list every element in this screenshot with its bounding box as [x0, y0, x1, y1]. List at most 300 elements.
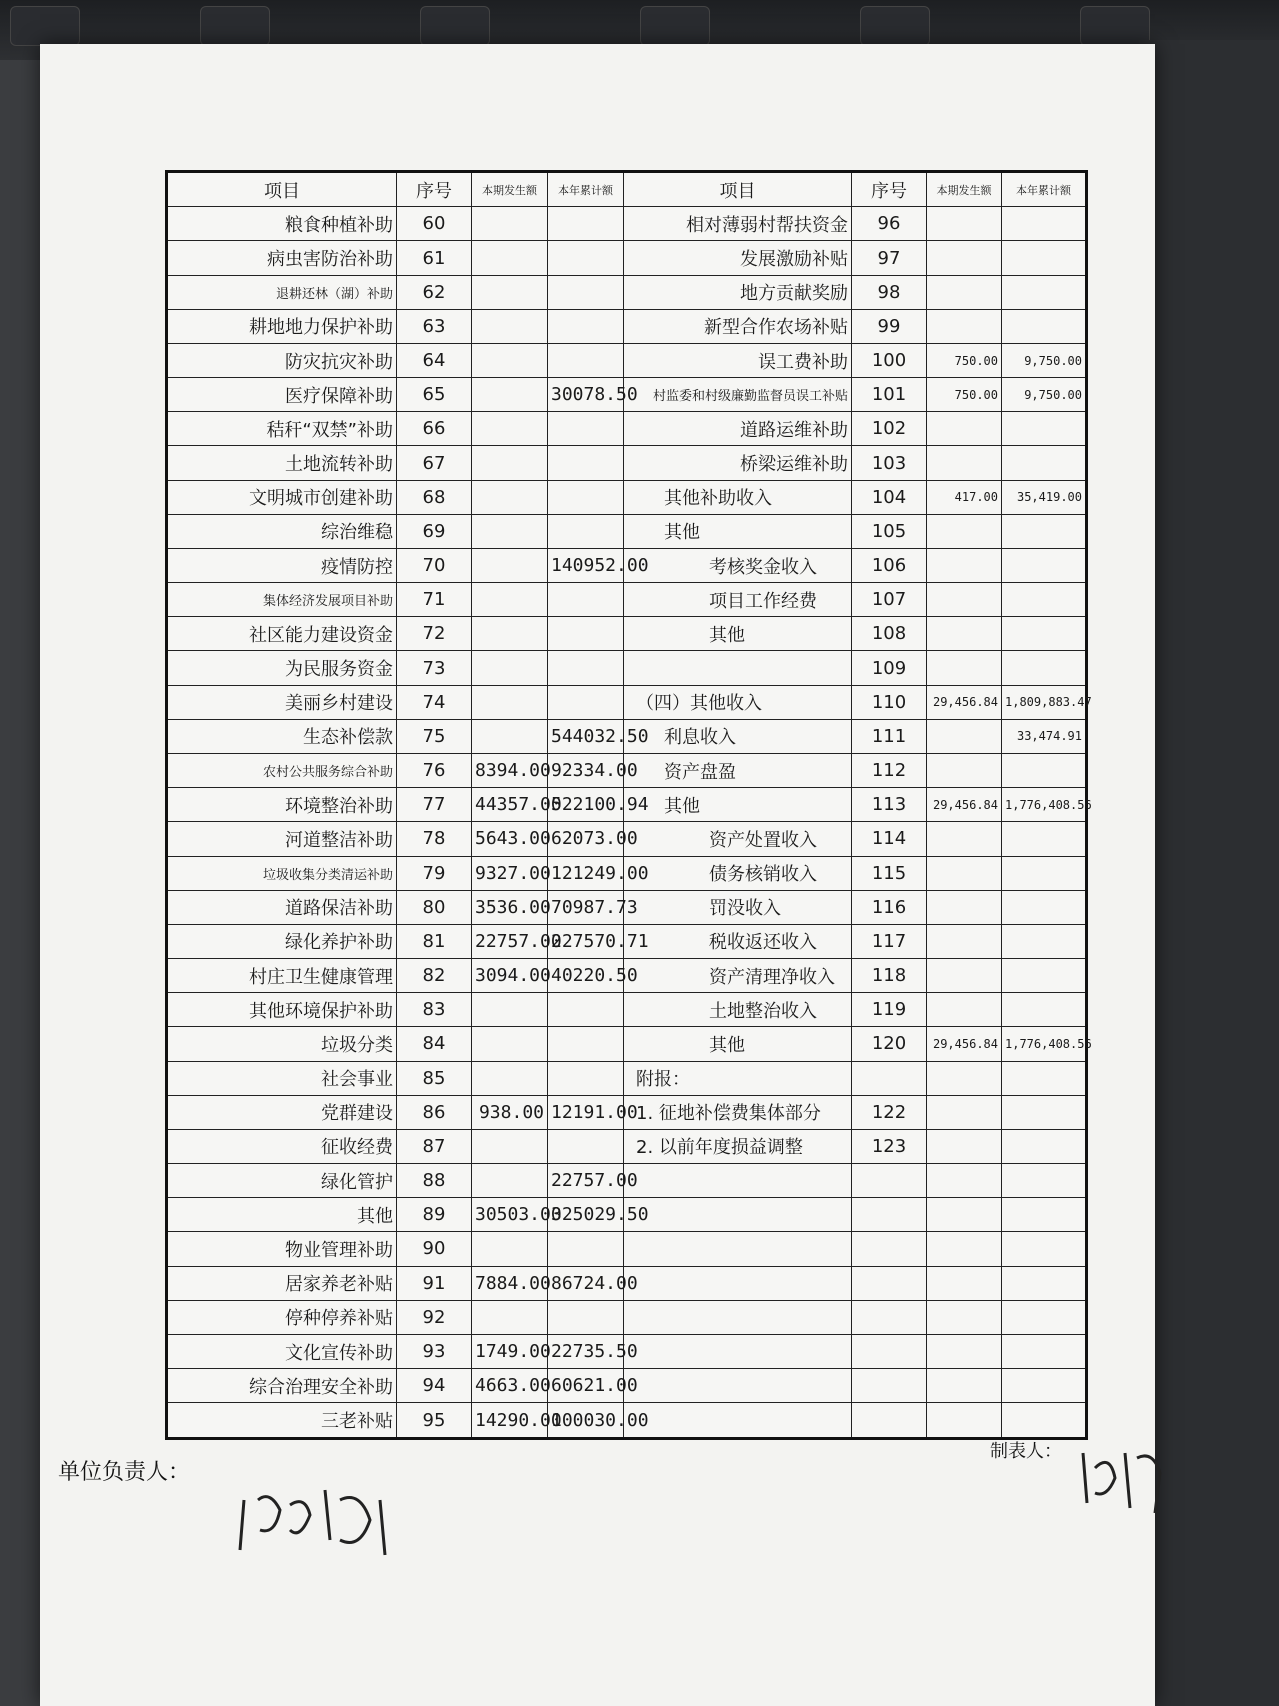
table-row	[167, 890, 1087, 924]
left-item-name: 综治维稳	[167, 514, 397, 548]
table-row	[167, 617, 1087, 651]
left-item-seq: 95	[397, 1403, 472, 1439]
table-row	[167, 412, 1087, 446]
right-item-name: 道路运维补助	[624, 412, 852, 446]
right-item-seq: 105	[852, 514, 927, 548]
right-item-ytd	[1002, 993, 1087, 1027]
right-item-ytd	[1002, 1232, 1087, 1266]
right-item-name: 利息收入	[624, 719, 852, 753]
left-item-ytd	[548, 1129, 624, 1163]
left-item-name: 疫情防控	[167, 548, 397, 582]
left-item-ytd: 100030.00	[548, 1403, 624, 1439]
table-row	[167, 1061, 1087, 1095]
right-item-name	[624, 1198, 852, 1232]
right-item-current	[927, 754, 1002, 788]
left-item-name: 生态补偿款	[167, 719, 397, 753]
left-item-name: 农村公共服务综合补助	[167, 754, 397, 788]
left-item-name: 文明城市创建补助	[167, 480, 397, 514]
left-item-seq: 79	[397, 856, 472, 890]
right-item-current	[927, 651, 1002, 685]
right-item-current	[927, 1403, 1002, 1439]
right-item-current	[927, 993, 1002, 1027]
left-item-ytd: 544032.50	[548, 719, 624, 753]
table-row	[167, 1232, 1087, 1266]
keyboard-key	[10, 6, 80, 46]
right-item-current	[927, 856, 1002, 890]
left-item-name: 文化宣传补助	[167, 1334, 397, 1368]
ledger-table	[165, 170, 1092, 1440]
left-item-seq: 69	[397, 514, 472, 548]
left-item-name: 耕地地力保护补助	[167, 309, 397, 343]
right-item-current	[927, 514, 1002, 548]
left-item-current	[472, 480, 548, 514]
right-item-seq: 97	[852, 241, 927, 275]
right-item-current	[927, 1129, 1002, 1163]
left-item-current	[472, 719, 548, 753]
table-row	[167, 275, 1087, 309]
left-item-current: 30503.00	[472, 1198, 548, 1232]
right-item-name: 村监委和村级廉勤监督员误工补贴	[624, 378, 852, 412]
table-row	[167, 378, 1087, 412]
header-row	[167, 172, 1087, 207]
right-item-seq	[852, 1198, 927, 1232]
right-item-seq	[852, 1061, 927, 1095]
right-item-ytd	[1002, 890, 1087, 924]
table-row	[167, 480, 1087, 514]
right-item-name: 1. 征地补偿费集体部分	[624, 1095, 852, 1129]
left-item-seq: 86	[397, 1095, 472, 1129]
left-item-seq: 71	[397, 583, 472, 617]
left-item-ytd: 227570.71	[548, 924, 624, 958]
left-item-name: 党群建设	[167, 1095, 397, 1129]
left-item-ytd	[548, 412, 624, 446]
right-item-ytd	[1002, 1061, 1087, 1095]
left-item-seq: 85	[397, 1061, 472, 1095]
right-item-current: 417.00	[927, 480, 1002, 514]
left-item-current	[472, 309, 548, 343]
right-item-name: 桥梁运维补助	[624, 446, 852, 480]
left-item-ytd	[548, 275, 624, 309]
table-row	[167, 1369, 1087, 1403]
header-seq: 序号	[397, 172, 472, 207]
header-ytd: 本年累计额	[548, 172, 624, 207]
right-item-ytd	[1002, 1164, 1087, 1198]
left-item-ytd: 12191.00	[548, 1095, 624, 1129]
right-item-seq	[852, 1300, 927, 1334]
left-item-current	[472, 548, 548, 582]
table-row	[167, 719, 1087, 753]
left-item-name: 物业管理补助	[167, 1232, 397, 1266]
right-item-ytd	[1002, 1266, 1087, 1300]
left-item-name: 综合治理安全补助	[167, 1369, 397, 1403]
left-item-seq: 61	[397, 241, 472, 275]
table-row	[167, 1266, 1087, 1300]
right-item-current	[927, 412, 1002, 446]
right-item-name: 地方贡献奖励	[624, 275, 852, 309]
right-item-ytd: 35,419.00	[1002, 480, 1087, 514]
right-item-ytd	[1002, 1198, 1087, 1232]
right-item-seq: 117	[852, 924, 927, 958]
left-item-name: 社区能力建设资金	[167, 617, 397, 651]
left-item-ytd	[548, 583, 624, 617]
right-item-seq: 112	[852, 754, 927, 788]
table-row	[167, 1403, 1087, 1439]
right-item-seq: 98	[852, 275, 927, 309]
left-item-current: 4663.00	[472, 1369, 548, 1403]
right-item-ytd	[1002, 1403, 1087, 1439]
right-item-name: 新型合作农场补贴	[624, 309, 852, 343]
left-item-current: 22757.00	[472, 924, 548, 958]
right-item-seq: 107	[852, 583, 927, 617]
left-item-ytd	[548, 446, 624, 480]
right-item-ytd	[1002, 1300, 1087, 1334]
left-item-ytd: 140952.00	[548, 548, 624, 582]
left-item-ytd	[548, 1061, 624, 1095]
left-item-seq: 81	[397, 924, 472, 958]
right-item-seq: 119	[852, 993, 927, 1027]
right-item-seq: 110	[852, 685, 927, 719]
left-item-seq: 80	[397, 890, 472, 924]
left-item-current: 14290.00	[472, 1403, 548, 1439]
table-row	[167, 1300, 1087, 1334]
right-item-ytd: 1,776,408.56	[1002, 788, 1087, 822]
right-item-ytd	[1002, 1129, 1087, 1163]
ledger-body	[167, 172, 1092, 1439]
right-item-ytd	[1002, 924, 1087, 958]
right-item-name: 罚没收入	[624, 890, 852, 924]
table-row	[167, 207, 1087, 241]
left-item-current	[472, 1164, 548, 1198]
left-item-seq: 70	[397, 548, 472, 582]
left-item-current	[472, 583, 548, 617]
left-item-current	[472, 412, 548, 446]
right-item-ytd: 9,750.00	[1002, 378, 1087, 412]
left-item-current	[472, 1061, 548, 1095]
table-row	[167, 822, 1087, 856]
table-row	[167, 1334, 1087, 1368]
left-item-name: 集体经济发展项目补助	[167, 583, 397, 617]
left-item-current	[472, 651, 548, 685]
left-item-seq: 72	[397, 617, 472, 651]
preparer-signature	[1075, 1438, 1170, 1518]
right-item-current	[927, 959, 1002, 993]
left-item-seq: 62	[397, 275, 472, 309]
right-item-name	[624, 1403, 852, 1439]
keyboard-key	[640, 6, 710, 46]
right-item-ytd: 1,809,883.47	[1002, 685, 1087, 719]
left-item-current: 938.00	[472, 1095, 548, 1129]
table-row	[167, 1164, 1087, 1198]
right-item-name	[624, 1369, 852, 1403]
table-row	[167, 685, 1087, 719]
table-row	[167, 514, 1087, 548]
right-item-name: 资产清理净收入	[624, 959, 852, 993]
left-item-name: 其他	[167, 1198, 397, 1232]
right-item-current	[927, 1232, 1002, 1266]
right-item-ytd	[1002, 514, 1087, 548]
left-item-name: 防灾抗灾补助	[167, 343, 397, 377]
left-item-seq: 75	[397, 719, 472, 753]
left-item-name: 美丽乡村建设	[167, 685, 397, 719]
right-item-seq: 109	[852, 651, 927, 685]
right-item-name	[624, 1232, 852, 1266]
left-item-current	[472, 993, 548, 1027]
left-item-name: 病虫害防治补助	[167, 241, 397, 275]
left-item-name: 道路保洁补助	[167, 890, 397, 924]
right-item-seq: 120	[852, 1027, 927, 1061]
table-row	[167, 241, 1087, 275]
left-item-name: 医疗保障补助	[167, 378, 397, 412]
right-item-ytd	[1002, 822, 1087, 856]
right-item-ytd	[1002, 275, 1087, 309]
right-item-ytd: 33,474.91	[1002, 719, 1087, 753]
header-item: 项目	[624, 172, 852, 207]
left-item-name: 河道整洁补助	[167, 822, 397, 856]
left-item-name: 垃圾收集分类清运补助	[167, 856, 397, 890]
right-item-ytd	[1002, 207, 1087, 241]
table-row	[167, 1027, 1087, 1061]
table-row	[167, 1129, 1087, 1163]
preparer-label: 制表人：	[990, 1441, 1062, 1462]
right-item-ytd	[1002, 241, 1087, 275]
right-item-seq	[852, 1164, 927, 1198]
right-item-name: 其他补助收入	[624, 480, 852, 514]
left-item-seq: 73	[397, 651, 472, 685]
table-row	[167, 924, 1087, 958]
right-item-name: 其他	[624, 514, 852, 548]
left-item-seq: 64	[397, 343, 472, 377]
right-item-ytd: 9,750.00	[1002, 343, 1087, 377]
right-item-ytd	[1002, 446, 1087, 480]
left-item-current: 9327.00	[472, 856, 548, 890]
left-item-current	[472, 1232, 548, 1266]
right-item-ytd	[1002, 1095, 1087, 1129]
left-item-name: 社会事业	[167, 1061, 397, 1095]
left-item-current: 1749.00	[472, 1334, 548, 1368]
left-item-current	[472, 617, 548, 651]
left-item-current	[472, 514, 548, 548]
left-item-ytd: 40220.50	[548, 959, 624, 993]
left-item-ytd: 30078.50	[548, 378, 624, 412]
right-item-name: 资产处置收入	[624, 822, 852, 856]
right-item-seq	[852, 1369, 927, 1403]
left-item-ytd: 86724.00	[548, 1266, 624, 1300]
right-item-current	[927, 1334, 1002, 1368]
left-item-ytd	[548, 685, 624, 719]
left-item-name: 三老补贴	[167, 1403, 397, 1439]
right-item-seq: 103	[852, 446, 927, 480]
right-item-current	[927, 1164, 1002, 1198]
left-item-current: 8394.00	[472, 754, 548, 788]
left-item-name: 土地流转补助	[167, 446, 397, 480]
right-item-current	[927, 275, 1002, 309]
table-row	[167, 446, 1087, 480]
left-item-seq: 68	[397, 480, 472, 514]
right-item-name	[624, 1164, 852, 1198]
left-item-ytd	[548, 617, 624, 651]
right-item-current: 29,456.84	[927, 1027, 1002, 1061]
right-item-seq: 118	[852, 959, 927, 993]
right-item-name: （四）其他收入	[624, 685, 852, 719]
right-item-current: 29,456.84	[927, 685, 1002, 719]
left-item-seq: 65	[397, 378, 472, 412]
right-item-current	[927, 1300, 1002, 1334]
right-item-current	[927, 446, 1002, 480]
left-item-name: 退耕还林（湖）补助	[167, 275, 397, 309]
left-item-current	[472, 207, 548, 241]
left-item-ytd: 92334.00	[548, 754, 624, 788]
right-item-seq	[852, 1266, 927, 1300]
right-item-name	[624, 651, 852, 685]
left-item-ytd: 62073.00	[548, 822, 624, 856]
right-item-ytd: 1,776,408.56	[1002, 1027, 1087, 1061]
right-item-seq: 116	[852, 890, 927, 924]
keyboard-key	[200, 6, 270, 46]
left-item-seq: 77	[397, 788, 472, 822]
left-item-name: 环境整治补助	[167, 788, 397, 822]
table-row	[167, 1198, 1087, 1232]
right-item-seq: 114	[852, 822, 927, 856]
right-item-ytd	[1002, 309, 1087, 343]
right-item-name: 债务核销收入	[624, 856, 852, 890]
left-item-ytd	[548, 1232, 624, 1266]
left-item-ytd: 70987.73	[548, 890, 624, 924]
ledger-table-container	[165, 170, 1092, 1440]
left-item-seq: 74	[397, 685, 472, 719]
header-ytd: 本年累计额	[1002, 172, 1087, 207]
left-item-seq: 90	[397, 1232, 472, 1266]
right-item-current	[927, 548, 1002, 582]
right-item-ytd	[1002, 617, 1087, 651]
right-item-name	[624, 1334, 852, 1368]
left-item-name: 绿化管护	[167, 1164, 397, 1198]
left-item-current	[472, 343, 548, 377]
right-item-current	[927, 890, 1002, 924]
right-item-seq: 96	[852, 207, 927, 241]
right-item-seq: 115	[852, 856, 927, 890]
left-item-ytd: 522100.94	[548, 788, 624, 822]
right-item-seq: 123	[852, 1129, 927, 1163]
left-item-ytd	[548, 207, 624, 241]
table-row	[167, 1095, 1087, 1129]
left-item-current	[472, 378, 548, 412]
keyboard-key	[420, 6, 490, 46]
right-item-seq: 102	[852, 412, 927, 446]
left-item-ytd	[548, 1027, 624, 1061]
right-item-name: 考核奖金收入	[624, 548, 852, 582]
right-item-name: 项目工作经费	[624, 583, 852, 617]
right-item-name: 其他	[624, 617, 852, 651]
right-item-seq: 111	[852, 719, 927, 753]
left-item-ytd	[548, 514, 624, 548]
right-item-name: 税收返还收入	[624, 924, 852, 958]
right-item-ytd	[1002, 754, 1087, 788]
left-item-ytd	[548, 480, 624, 514]
right-item-current	[927, 241, 1002, 275]
right-item-ytd	[1002, 651, 1087, 685]
right-item-name: 2. 以前年度损益调整	[624, 1129, 852, 1163]
unit-head-signature	[230, 1480, 400, 1570]
right-item-current	[927, 1198, 1002, 1232]
right-item-current	[927, 1061, 1002, 1095]
left-item-current: 44357.00	[472, 788, 548, 822]
right-item-name: 其他	[624, 788, 852, 822]
table-row	[167, 651, 1087, 685]
right-item-current	[927, 583, 1002, 617]
left-item-current	[472, 1129, 548, 1163]
left-item-ytd	[548, 651, 624, 685]
right-item-ytd	[1002, 959, 1087, 993]
right-item-seq: 100	[852, 343, 927, 377]
left-item-current: 5643.00	[472, 822, 548, 856]
right-item-name: 土地整治收入	[624, 993, 852, 1027]
right-item-name: 资产盘盈	[624, 754, 852, 788]
header-item: 项目	[167, 172, 397, 207]
left-item-name: 垃圾分类	[167, 1027, 397, 1061]
unit-head-label: 单位负责人：	[58, 1460, 191, 1485]
left-item-seq: 82	[397, 959, 472, 993]
left-item-name: 秸秆“双禁”补助	[167, 412, 397, 446]
table-row	[167, 856, 1087, 890]
right-item-current	[927, 822, 1002, 856]
keyboard-key	[860, 6, 930, 46]
right-item-current	[927, 1369, 1002, 1403]
right-item-current: 29,456.84	[927, 788, 1002, 822]
left-item-name: 停种停养补贴	[167, 1300, 397, 1334]
left-item-ytd: 22757.00	[548, 1164, 624, 1198]
right-item-name: 附报：	[624, 1061, 852, 1095]
right-item-seq: 101	[852, 378, 927, 412]
left-item-ytd: 60621.00	[548, 1369, 624, 1403]
right-item-seq	[852, 1232, 927, 1266]
left-item-name: 村庄卫生健康管理	[167, 959, 397, 993]
left-item-seq: 89	[397, 1198, 472, 1232]
left-item-seq: 63	[397, 309, 472, 343]
right-item-current: 750.00	[927, 378, 1002, 412]
right-item-name: 其他	[624, 1027, 852, 1061]
right-item-current	[927, 309, 1002, 343]
left-item-ytd	[548, 993, 624, 1027]
left-item-seq: 93	[397, 1334, 472, 1368]
left-item-current	[472, 1027, 548, 1061]
table-row	[167, 583, 1087, 617]
right-item-seq: 99	[852, 309, 927, 343]
right-item-ytd	[1002, 1369, 1087, 1403]
left-item-current: 3536.00	[472, 890, 548, 924]
left-item-name: 粮食种植补助	[167, 207, 397, 241]
right-item-current	[927, 719, 1002, 753]
right-item-current: 750.00	[927, 343, 1002, 377]
left-item-ytd	[548, 241, 624, 275]
left-item-seq: 88	[397, 1164, 472, 1198]
left-item-name: 绿化养护补助	[167, 924, 397, 958]
left-item-current: 3094.00	[472, 959, 548, 993]
left-item-ytd	[548, 1300, 624, 1334]
left-item-seq: 76	[397, 754, 472, 788]
left-item-current	[472, 446, 548, 480]
right-item-ytd	[1002, 548, 1087, 582]
left-item-seq: 84	[397, 1027, 472, 1061]
table-row	[167, 788, 1087, 822]
left-item-current	[472, 1300, 548, 1334]
header-seq: 序号	[852, 172, 927, 207]
table-row	[167, 309, 1087, 343]
left-item-name: 其他环境保护补助	[167, 993, 397, 1027]
right-item-current	[927, 1266, 1002, 1300]
left-item-seq: 60	[397, 207, 472, 241]
left-item-ytd: 121249.00	[548, 856, 624, 890]
right-item-ytd	[1002, 412, 1087, 446]
